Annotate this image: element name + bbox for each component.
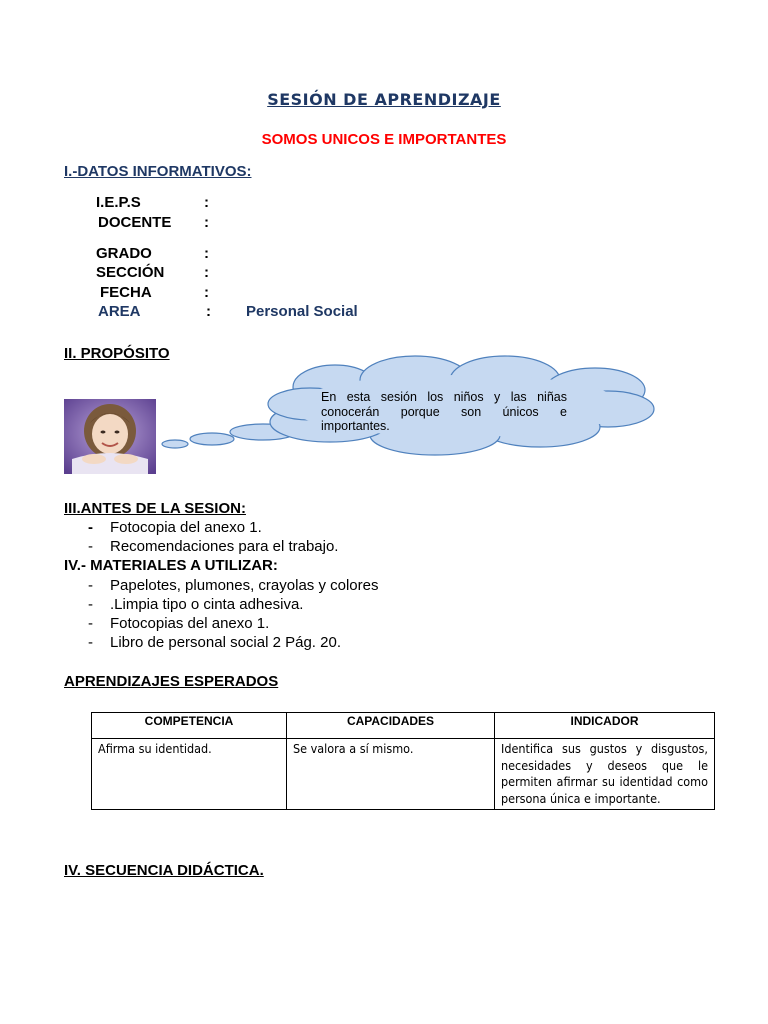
field-colon-fecha: : (204, 284, 209, 301)
bullet-dash: - (88, 615, 93, 632)
list-item-text: Libro de personal social 2 Pág. 20. (110, 634, 341, 651)
materiales-heading-text: IV.- MATERIALES A UTILIZAR (64, 557, 273, 574)
field-label-seccion: SECCIÓN (96, 264, 165, 281)
list-item (64, 518, 338, 537)
bullet-dash: - (88, 634, 93, 651)
field-colon-docente: : (204, 214, 209, 231)
list-item-text: .Limpia tipo o cinta adhesiva. (110, 596, 304, 613)
field-label-grado: GRADO (96, 245, 152, 262)
field-label-fecha: FECHA (100, 284, 152, 301)
materiales-heading (64, 557, 278, 574)
materiales-list (64, 576, 378, 652)
field-value-area: Personal Social (246, 303, 358, 320)
column-header-capacidades: CAPACIDADES (287, 713, 495, 739)
secuencia-heading-text: IV. SECUENCIA DIDÁCTICA (64, 862, 260, 879)
page-subtitle: SOMOS UNICOS E IMPORTANTES (261, 131, 507, 148)
aprendizajes-table (91, 712, 715, 810)
table-row (92, 739, 715, 810)
list-item (64, 614, 378, 633)
column-header-competencia: COMPETENCIA (92, 713, 287, 739)
table-cell-indicador: Identifica sus gustos y disgustos, necesidades y deseos que le permiten afirmar su identidad como persona única e importante. (495, 739, 715, 810)
field-label-ieps: I.E.P.S (96, 194, 141, 211)
cloud-text: En esta sesión los niños y las niñas conocerán porque son únicos e importantes. (321, 390, 567, 433)
field-colon-area: : (206, 303, 211, 320)
list-item (64, 633, 378, 652)
list-item-text: Recomendaciones para el trabajo. (110, 538, 339, 555)
table-cell-competencia: Afirma su identidad. (92, 739, 287, 810)
column-header-indicador: INDICADOR (495, 713, 715, 739)
antes-heading: III.ANTES DE LA SESION: (64, 500, 246, 517)
bullet-dash: - (88, 577, 93, 594)
secuencia-heading (64, 862, 264, 879)
girl-photo (64, 399, 156, 474)
list-item-text: Fotocopias del anexo 1. (110, 615, 270, 632)
list-item (64, 595, 378, 614)
materiales-heading-colon: : (272, 557, 278, 574)
field-colon-ieps: : (204, 194, 209, 211)
table-header-row (92, 713, 715, 739)
aprendizajes-heading: APRENDIZAJES ESPERADOS (64, 673, 279, 690)
page-title (0, 90, 768, 109)
datos-heading: I.-DATOS INFORMATIVOS: (64, 163, 252, 180)
title-text: SESIÓN DE APRENDIZAJE (267, 90, 501, 109)
field-label-docente: DOCENTE (98, 214, 172, 231)
field-colon-grado: : (204, 245, 209, 262)
secuencia-heading-trailing: . (259, 862, 264, 879)
list-item (64, 537, 338, 556)
bullet-dash: - (88, 538, 93, 555)
list-item (64, 576, 378, 595)
proposito-heading: II. PROPÓSITO (64, 345, 170, 362)
table-cell-capacidades: Se valora a sí mismo. (287, 739, 495, 810)
list-item-text: Papelotes, plumones, crayolas y colores (110, 577, 379, 594)
antes-list (64, 518, 338, 556)
field-colon-seccion: : (204, 264, 209, 281)
bullet-dash: - (88, 596, 93, 613)
field-label-area: AREA (98, 303, 141, 320)
list-item-text: Fotocopia del anexo 1. (110, 519, 262, 536)
bullet-dash: - (88, 519, 93, 536)
